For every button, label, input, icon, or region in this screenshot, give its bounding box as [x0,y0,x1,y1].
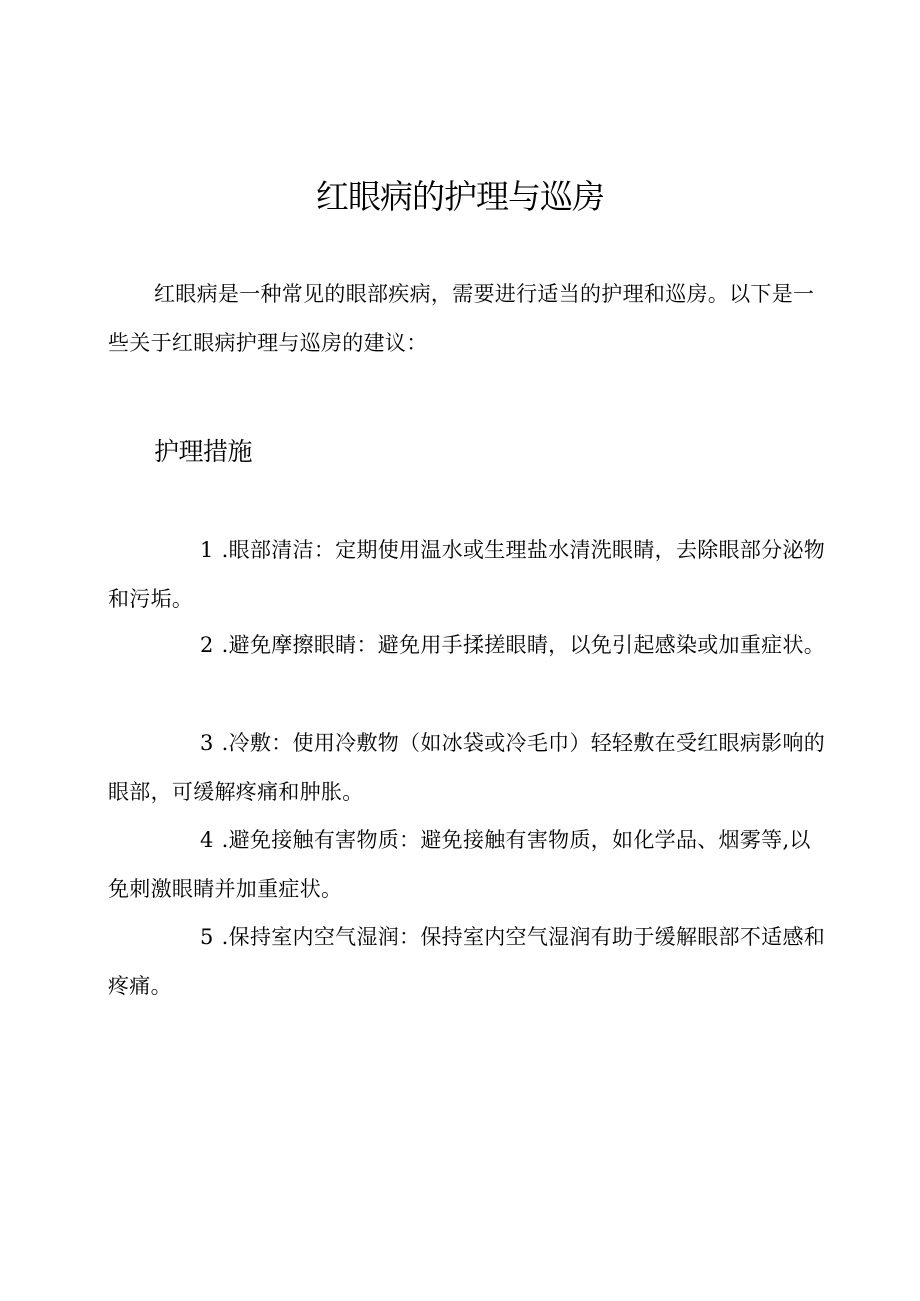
item-text: .避免摩擦眼睛：避免用手揉搓眼睛，以免引起感染或加重症状。 [221,633,826,657]
list-item [108,621,828,670]
list-item [108,816,828,914]
intro-paragraph: 红眼病是一种常见的眼部疾病，需要进行适当的护理和巡房。以下是一些关于红眼病护理与巡房的建议： [108,282,815,355]
list-item [108,719,828,817]
item-number: 3 [200,731,214,755]
section-heading: 护理措施 [154,437,253,466]
list-item [108,913,828,1011]
item-number: 1 [200,538,214,562]
item-number: 2 [200,633,214,657]
page-title: 红眼病的护理与巡房 [316,177,604,216]
item-text: .眼部清洁：定期使用温水或生理盐水清洗眼睛，去除眼部分泌物和污垢。 [108,538,826,611]
item-number: 4 [200,828,214,852]
item-number: 5 [200,925,214,949]
item-text: .避免接触有害物质：避免接触有害物质，如化学品、烟雾等,以免刺激眼睛并加重症状。 [108,828,811,901]
item-text: .冷敷：使用冷敷物（如冰袋或冷毛巾）轻轻敷在受红眼病影响的眼部，可缓解疼痛和肿胀。 [108,731,826,804]
item-text: .保持室内空气湿润：保持室内空气湿润有助于缓解眼部不适感和疼痛。 [108,925,826,998]
list-item [108,526,828,624]
